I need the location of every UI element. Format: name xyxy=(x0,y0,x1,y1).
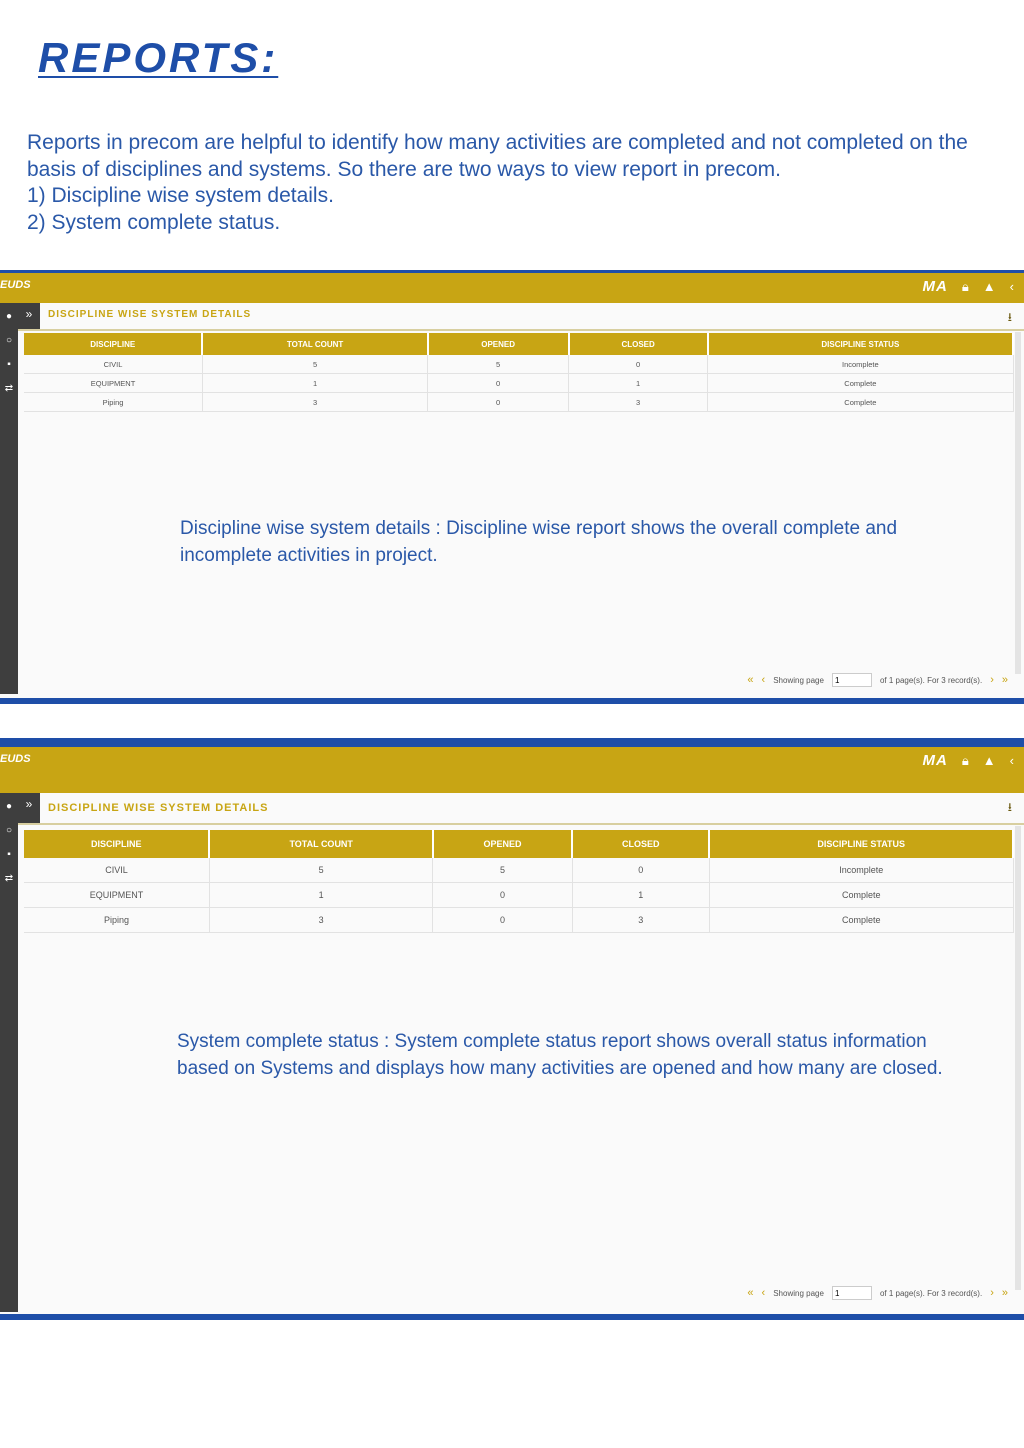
table-row[interactable] xyxy=(24,393,1013,412)
lock-icon[interactable]: 🔒︎ xyxy=(961,752,969,768)
cell-status: Complete xyxy=(708,374,1013,393)
intro-text xyxy=(27,130,1012,236)
bell-icon[interactable]: ▲ xyxy=(982,279,996,294)
cell-total: 3 xyxy=(209,908,432,933)
page-title: REPORTS: xyxy=(38,34,279,81)
cell-closed: 1 xyxy=(572,883,709,908)
menu-icon[interactable]: ● xyxy=(5,311,13,322)
report-screenshot-2 xyxy=(0,738,1024,1320)
column-header[interactable]: OPENED xyxy=(428,333,569,355)
first-page-icon[interactable]: « xyxy=(747,674,754,686)
cell-total: 3 xyxy=(202,393,427,412)
intro-paragraph: Reports in precom are helpful to identify how many activities are completed and not completed on the basis of disciplines and systems. So there are two ways to view report in precom. xyxy=(27,131,968,181)
intro-item-2: 2) System complete status. xyxy=(27,210,281,234)
app-logo: EUDS xyxy=(0,279,31,291)
user-icon[interactable]: ○ xyxy=(5,825,13,836)
report-screenshot-1 xyxy=(0,270,1024,704)
page-number-input[interactable] xyxy=(832,673,872,687)
first-page-icon[interactable]: « xyxy=(747,1287,754,1299)
column-header[interactable]: TOTAL COUNT xyxy=(202,333,427,355)
cell-discipline: CIVIL xyxy=(24,858,209,883)
expand-icon[interactable]: » xyxy=(18,793,40,823)
last-page-icon[interactable]: » xyxy=(1001,674,1008,686)
cell-closed: 3 xyxy=(572,908,709,933)
table-row[interactable] xyxy=(24,908,1013,933)
cell-opened: 5 xyxy=(433,858,572,883)
scrollbar[interactable] xyxy=(1015,826,1021,1290)
table-row[interactable] xyxy=(24,374,1013,393)
pager-summary: of 1 page(s). For 3 record(s). xyxy=(879,1288,983,1298)
cell-status: Complete xyxy=(709,908,1013,933)
table-row[interactable] xyxy=(24,858,1013,883)
column-header[interactable]: CLOSED xyxy=(569,333,708,355)
app-topbar xyxy=(0,738,1024,793)
section-title: DISCIPLINE WISE SYSTEM DETAILS xyxy=(48,309,252,320)
download-icon[interactable]: ⭳ xyxy=(1007,310,1012,324)
cell-opened: 5 xyxy=(428,355,569,374)
expand-icon[interactable]: » xyxy=(18,303,40,329)
app-logo: EUDS xyxy=(0,753,31,765)
share-icon[interactable]: ‹ xyxy=(1009,279,1014,294)
settings-icon[interactable]: ▪ xyxy=(7,849,11,860)
cell-discipline: Piping xyxy=(24,393,202,412)
cell-discipline: EQUIPMENT xyxy=(24,883,209,908)
cell-total: 1 xyxy=(209,883,432,908)
cell-discipline: EQUIPMENT xyxy=(24,374,202,393)
pagination xyxy=(747,673,1008,687)
cell-total: 5 xyxy=(209,858,432,883)
cell-status: Incomplete xyxy=(708,355,1013,374)
discipline-table xyxy=(24,333,1014,412)
section-header xyxy=(18,793,1024,825)
cell-status: Incomplete xyxy=(709,858,1013,883)
cell-opened: 0 xyxy=(428,374,569,393)
column-header[interactable]: DISCIPLINE STATUS xyxy=(708,333,1013,355)
download-icon[interactable]: ⭳ xyxy=(1007,800,1012,814)
cell-closed: 1 xyxy=(569,374,708,393)
screenshot-caption: Discipline wise system details : Discipline wise report shows the overall complete and incomplete activities in project. xyxy=(180,518,898,566)
cell-discipline: Piping xyxy=(24,908,209,933)
cell-opened: 0 xyxy=(433,908,572,933)
next-page-icon[interactable]: › xyxy=(990,674,994,686)
share-icon[interactable]: ‹ xyxy=(1009,753,1014,768)
cell-closed: 3 xyxy=(569,393,708,412)
table-row[interactable] xyxy=(24,355,1013,374)
column-header[interactable]: OPENED xyxy=(433,830,572,858)
cell-status: Complete xyxy=(708,393,1013,412)
table-row[interactable] xyxy=(24,883,1013,908)
pager-summary: of 1 page(s). For 3 record(s). xyxy=(879,675,983,685)
cell-discipline: CIVIL xyxy=(24,355,202,374)
brand-logo: MA xyxy=(922,278,948,295)
divider xyxy=(0,1314,1024,1320)
sync-icon[interactable]: ⇄ xyxy=(4,383,14,394)
prev-page-icon[interactable]: ‹ xyxy=(761,674,766,686)
last-page-icon[interactable]: » xyxy=(1001,1287,1008,1299)
divider xyxy=(0,698,1024,704)
topbar-icons xyxy=(923,278,1014,295)
scrollbar[interactable] xyxy=(1015,332,1021,674)
next-page-icon[interactable]: › xyxy=(990,1287,994,1299)
user-icon[interactable]: ○ xyxy=(5,335,13,346)
prev-page-icon[interactable]: ‹ xyxy=(761,1287,766,1299)
intro-item-1: 1) Discipline wise system details. xyxy=(27,184,334,207)
discipline-table xyxy=(24,830,1014,933)
sync-icon[interactable]: ⇄ xyxy=(4,873,14,884)
settings-icon[interactable]: ▪ xyxy=(7,359,11,370)
cell-closed: 0 xyxy=(569,355,708,374)
column-header[interactable]: DISCIPLINE xyxy=(24,830,209,858)
column-header[interactable]: CLOSED xyxy=(572,830,709,858)
topbar-icons xyxy=(923,752,1014,769)
app-topbar xyxy=(0,270,1024,303)
section-title: DISCIPLINE WISE SYSTEM DETAILS xyxy=(48,802,269,814)
left-sidebar xyxy=(0,793,18,1312)
table-header-row xyxy=(24,333,1013,355)
pagination xyxy=(747,1286,1008,1300)
pager-showing-label: Showing page xyxy=(773,1288,824,1298)
cell-status: Complete xyxy=(709,883,1013,908)
lock-icon[interactable]: 🔒︎ xyxy=(961,278,969,294)
column-header[interactable]: DISCIPLINE STATUS xyxy=(709,830,1013,858)
section-header xyxy=(18,303,1024,331)
table-header-row xyxy=(24,830,1013,858)
brand-logo: MA xyxy=(922,752,948,769)
cell-opened: 0 xyxy=(428,393,569,412)
screenshot-caption: System complete status : System complete status report shows overall status information based on Systems and displays how many activities are opened and how many are closed. xyxy=(177,1031,943,1079)
menu-icon[interactable]: ● xyxy=(5,801,13,812)
column-header[interactable]: TOTAL COUNT xyxy=(209,830,432,858)
column-header[interactable]: DISCIPLINE xyxy=(24,333,202,355)
cell-opened: 0 xyxy=(433,883,572,908)
bell-icon[interactable]: ▲ xyxy=(982,753,996,768)
cell-closed: 0 xyxy=(572,858,709,883)
cell-total: 5 xyxy=(202,355,427,374)
pager-showing-label: Showing page xyxy=(773,675,824,685)
page-number-input[interactable] xyxy=(832,1286,872,1300)
cell-total: 1 xyxy=(202,374,427,393)
left-sidebar xyxy=(0,303,18,694)
